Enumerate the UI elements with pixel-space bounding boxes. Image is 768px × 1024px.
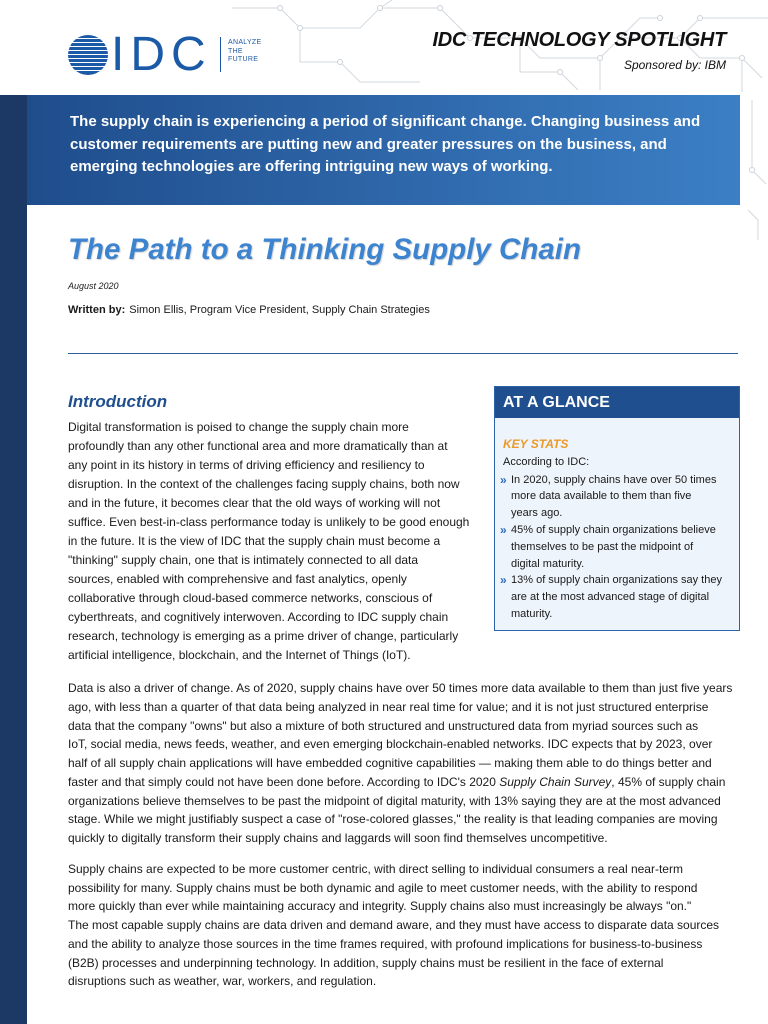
banner-line: customer requirements are putting new and greater pressures on the business, and [70,135,667,153]
logo-wordmark: IDC [111,28,212,81]
logo-tagline [228,39,261,65]
sponsor-line: Sponsored by: IBM [623,58,726,72]
left-accent-strip [0,95,27,1024]
survey-title: Supply Chain Survey [499,774,612,789]
key-stats-lead: According to IDC: [503,456,590,468]
body-paragraph [68,860,758,991]
logo-tagline-line: ANALYZE [228,39,262,46]
intro-line: in the future. It is the view of IDC that the supply chain must become a [68,534,441,548]
intro-line: sources, enabled with comprehensive and fast analytics, openly [68,572,407,586]
at-a-glance-box [494,386,740,631]
key-stat-line: themselves to be past the midpoint of [511,540,694,553]
key-stat-line: maturity. [511,608,553,621]
byline-label: Written by: [68,304,126,316]
body-line-text: , 45% of supply chain [611,774,726,789]
body-line: quickly to digitally transform their supply chains and laggards will soon find themselves uncompetitive. [68,831,608,845]
body-line: more quickly than ever while maintaining accuracy and integrity. Supply chains also must increasingly be always "on." [68,899,692,914]
key-stat-item [495,572,739,622]
page-title: The Path to a Thinking Supply Chain [68,233,581,266]
intro-line: profoundly than any other functional area and more dramatically than at [68,439,448,453]
key-stat-line: In 2020, supply chains have over 50 times [511,473,717,486]
key-stat-line: 13% of supply chain organizations say they [511,574,722,587]
body-line: half of all supply chain applications will have embedded cognitive capabilities — making them able to do things better and [68,756,712,770]
body-line [68,773,758,792]
key-stat-line: 45% of supply chain organizations believe [511,524,716,537]
introduction-heading: Introduction [68,392,168,411]
double-chevron-right-icon [500,472,507,489]
body-line: IoT, social media, news feeds, weather, and even emerging blockchain-enabled networks. IDC expects that by 2023, over [68,737,713,752]
key-stat-line: are at the most advanced stage of digital [511,591,710,604]
intro-line: and in the future, it becomes clear that the old ways of working will not [68,496,441,510]
body-line: disruptions such as weather, war, workers, and regulation. [68,974,377,989]
body-line: stage. While we might justifiably suspect a case of "rose-colored glasses," the reality is that leading companies are moving [68,812,718,827]
at-a-glance-body [495,418,739,623]
intro-line: suffice. Even best-in-class performance today is unlikely to be good enough [68,515,470,529]
intro-line: "thinking" supply chain, one that is intimately connected to all data [68,553,419,567]
key-stat-line: digital maturity. [511,557,585,570]
body-line: possibility for many. Supply chains must be both dynamic and agile to meet customer needs, with the ability to respond [68,880,698,895]
intro-line: any point in its history in terms of driving efficiency and resiliency to [68,458,425,472]
logo-tagline-line: THE [228,47,243,55]
body-paragraph [68,679,758,848]
intro-line: research, technology is emerging as a prime driver of change, particularly [68,629,459,643]
double-chevron-right-icon [500,572,507,589]
at-a-glance-heading: AT A GLANCE [495,387,739,418]
body-line: ago, with less than a quarter of that data being analyzed in near real time for value; and it is not just structured enterprise [68,699,709,714]
key-stats-list [495,472,739,623]
intro-line: cyberthreats, and cognitively interwoven. According to IDC supply chain [68,610,449,624]
body-line-text: faster and that simply could not have been done before. According to IDC's 2020 [68,774,500,789]
logo-divider [220,37,221,72]
introduction-paragraph [68,418,488,665]
body-line: Data is also a driver of change. As of 2020, supply chains have over 50 times more data available to them than just five years [68,681,733,695]
intro-line: artificial intelligence, blockchain, and the Internet of Things (IoT). [68,648,411,662]
spotlight-label: IDC TECHNOLOGY SPOTLIGHT [432,29,726,51]
summary-banner [27,95,740,205]
body-line: data that the company "owns" but also a mixture of both structured and unstructured data from myriad sources such as [68,718,699,733]
banner-line: emerging technologies are offering intriguing new ways of working. [70,158,553,175]
publication-date: August 2020 [68,281,119,291]
idc-globe-icon [68,35,108,75]
key-stat-item [495,472,739,522]
double-chevron-right-icon [500,522,507,539]
body-line: (B2B) processes and underpinning technology. In addition, supply chains must be resilient in the face of external [68,955,664,970]
intro-line: disruption. In the context of the challenges facing supply chains, both now [68,477,460,491]
body-line: Supply chains are expected to be more customer centric, with direct selling to individual consumers a real near-term [68,862,683,876]
section-divider [68,353,738,354]
intro-line: collaborative through cloud-based commerce networks, conscious of [68,591,433,605]
body-line: and the ability to analyze those sources in the time frames required, with profound implications for business-to-business [68,936,703,951]
key-stats-heading: KEY STATS [503,437,569,451]
byline-author: Simon Ellis, Program Vice President, Supply Chain Strategies [129,304,430,316]
byline [68,303,430,317]
body-line: organizations believe themselves to be past the midpoint of digital maturity, with 13% saying they are at the most advanced [68,793,721,808]
key-stat-line: more data available to them than five [511,490,692,503]
body-line: The most capable supply chains are data driven and demand aware, and they must have access to disparate data sources [68,918,720,933]
intro-line: Digital transformation is poised to change the supply chain more [68,420,409,434]
key-stat-item [495,522,739,572]
logo-tagline-line: FUTURE [228,56,259,63]
key-stat-line: years ago. [511,507,563,520]
banner-line: The supply chain is experiencing a period of significant change. Changing business and [70,113,701,130]
